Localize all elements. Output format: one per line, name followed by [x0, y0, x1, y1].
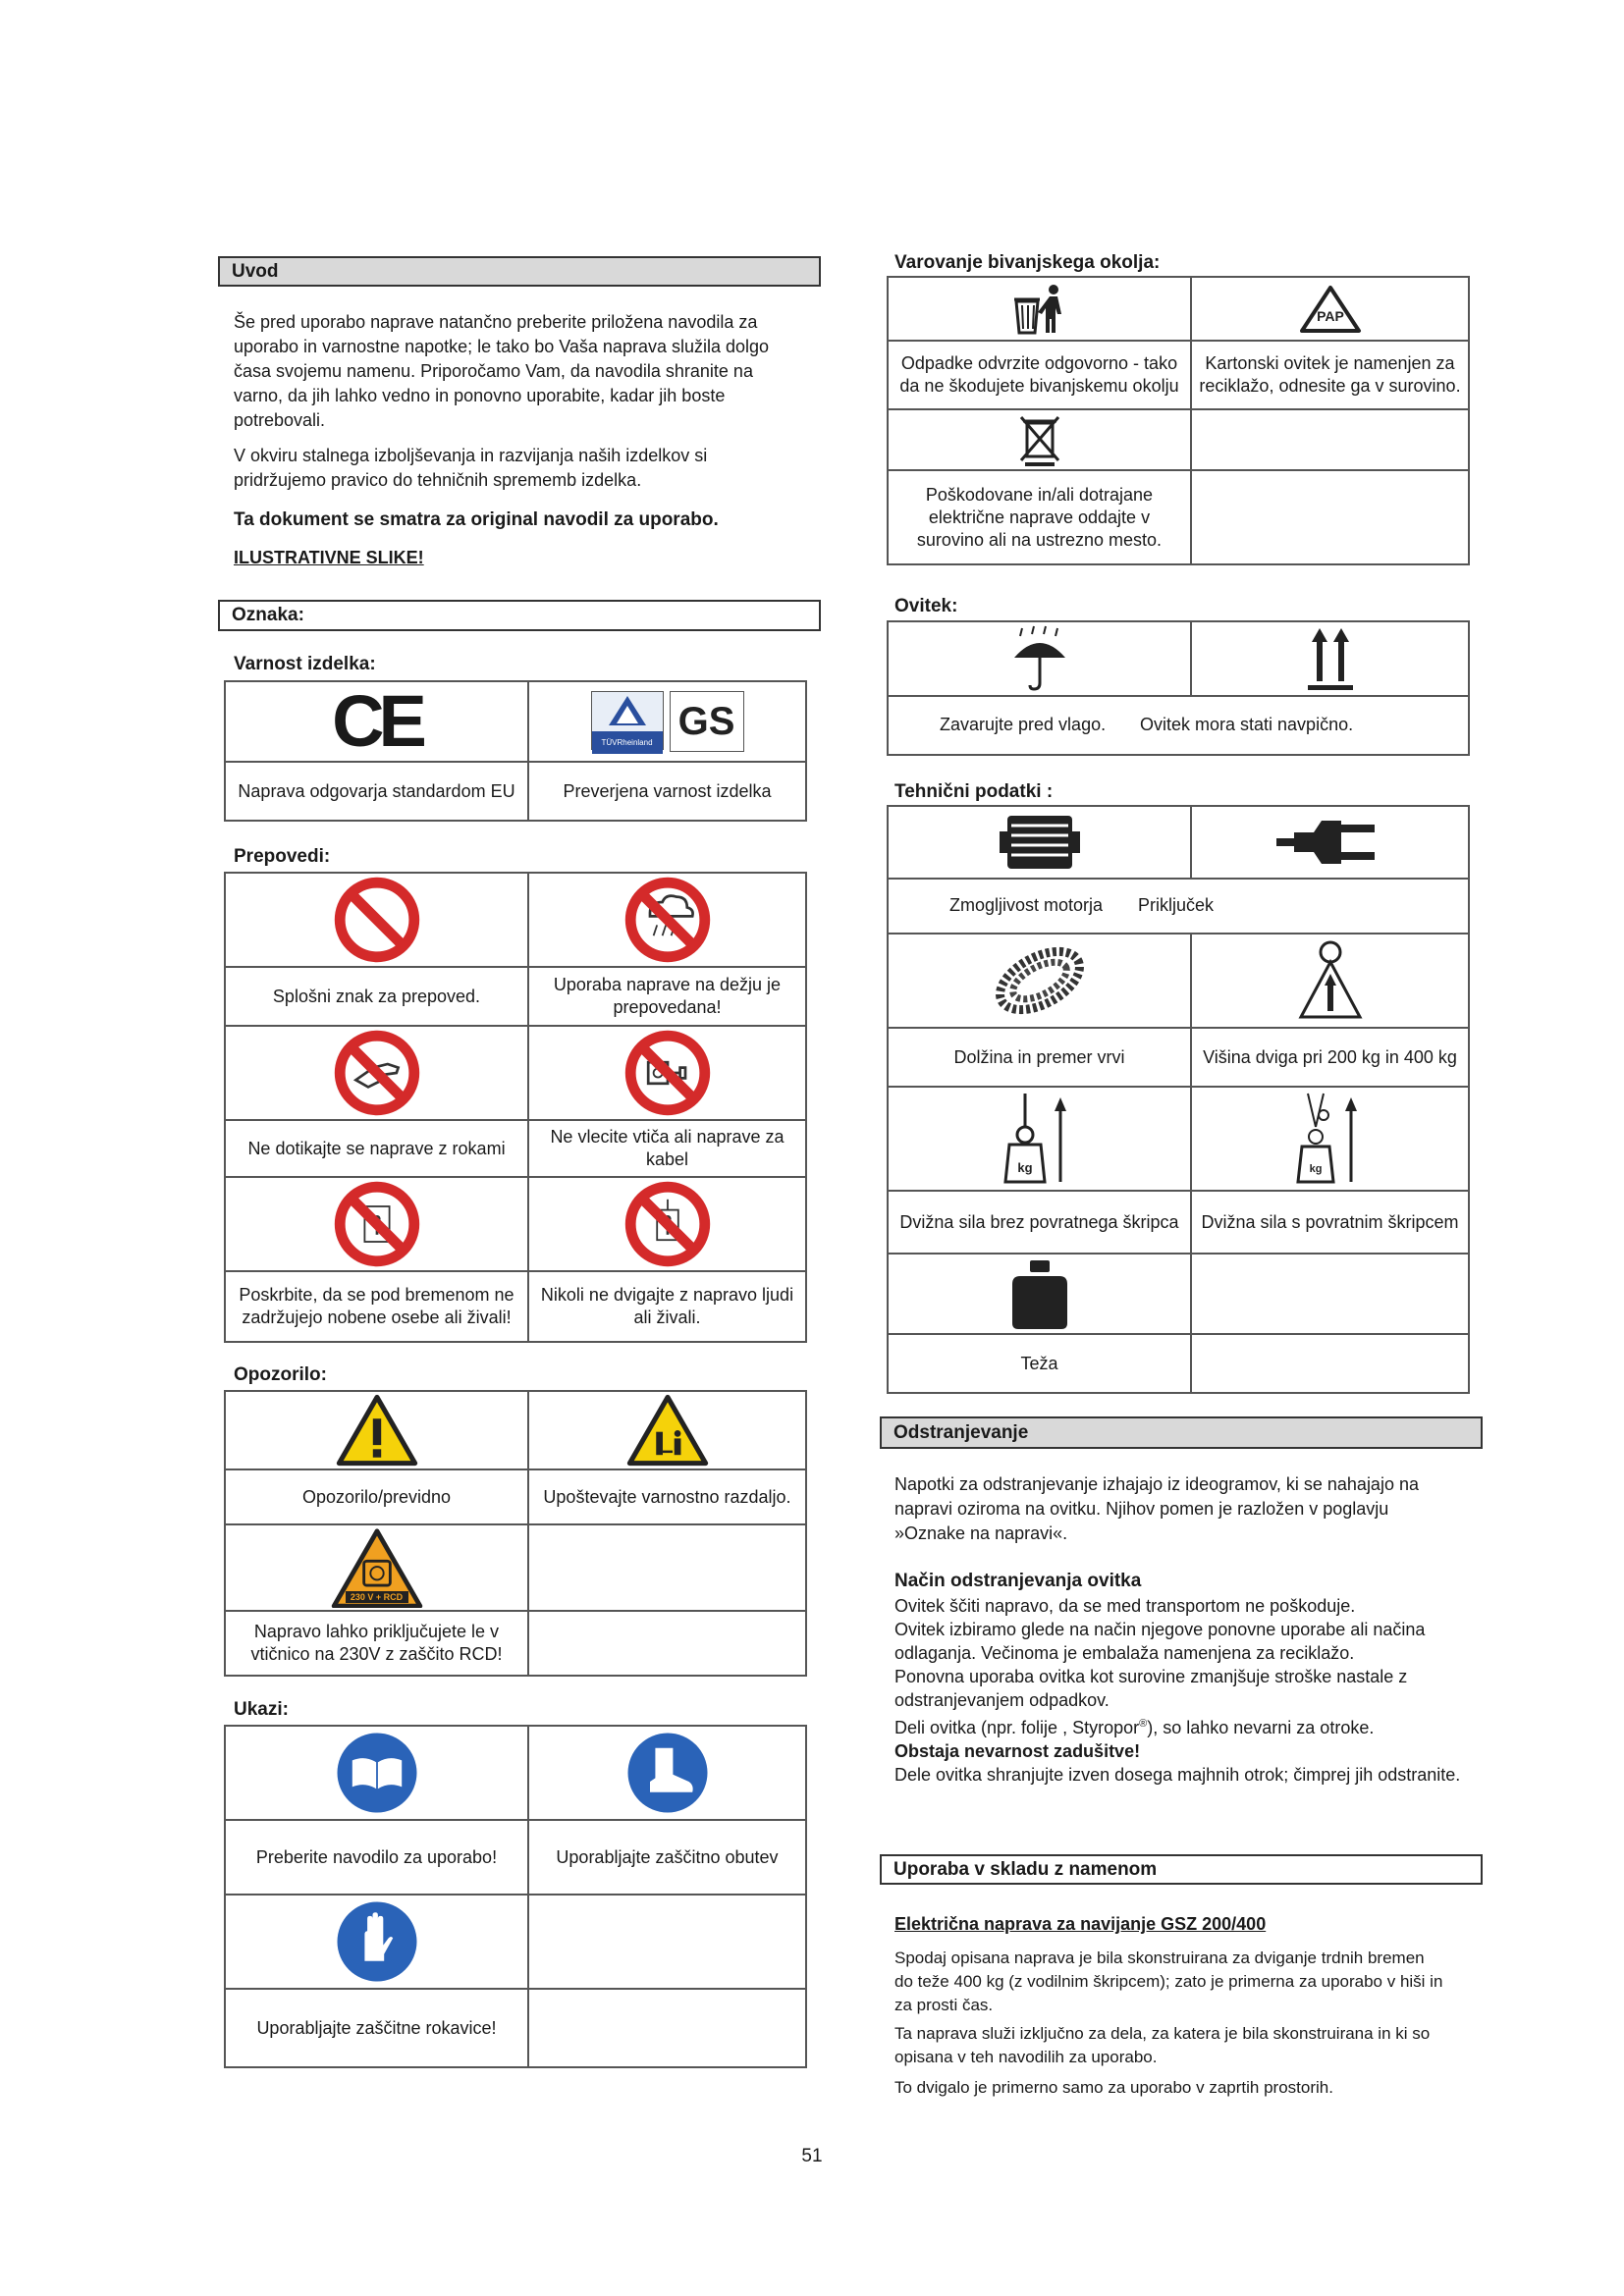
uvod-paragraph-2: V okviru stalnega izboljševanja in razvijanja naših izdelkov si pridržujemo pravico do tehničnih sprememb izdelka. — [234, 446, 708, 490]
weee-bin-icon — [1017, 413, 1062, 466]
lift-force-no-pulley-icon — [996, 1090, 1084, 1188]
disposal-method-text — [894, 1594, 1474, 1787]
lift-force-with-pulley-icon — [1286, 1090, 1375, 1188]
varnost-heading: Varnost izdelka: — [234, 654, 376, 674]
illustrative-note: ILUSTRATIVNE SLIKE! — [234, 548, 424, 567]
odstranjevanje-heading: Odstranjevanje — [880, 1416, 1483, 1449]
tehnicni-table — [887, 805, 1470, 1394]
disposal-line-4: Deli ovitka (npr. folije , Styropor®), so lahko nevarni za otroke. — [894, 1718, 1375, 1737]
warning-caption-2: Upoštevajte varnostno razdaljo. — [528, 1469, 806, 1524]
weight-icon — [1010, 1256, 1069, 1331]
tech-caption-weight: Teža — [888, 1334, 1191, 1393]
mandatory-caption-1: Preberite navodilo za uporabo! — [225, 1820, 528, 1895]
rope-coil-icon — [986, 938, 1094, 1023]
usage-paragraph-1: Spodaj opisana naprava je bila skonstruirana za dviganje trdnih bremen do teže 400 kg (z vodilnim škripcem); zato je primerna za uporabo v hiši in za prosti čas. — [894, 1949, 1443, 2014]
prohibition-caption-5: Poskrbite, da se pod bremenom ne zadržujejo nobene osebe ali živali! — [225, 1271, 528, 1342]
mandatory-caption-3: Uporabljajte zaščitne rokavice! — [225, 1989, 528, 2067]
warning-caption-3: Napravo lahko priključujete le v vtičnico na 230V z zaščito RCD! — [225, 1611, 528, 1676]
environment-caption-3: Poškodovane in/ali dotrajane električne naprave oddajte v surovino ali na ustrezno mesto. — [888, 470, 1191, 564]
safety-gloves-icon — [333, 1897, 421, 1986]
gs-mark-icon: GS — [670, 691, 744, 752]
packaging-caption-1: Zavarujte pred vlago. — [940, 715, 1107, 734]
tech-caption-rope: Dolžina in premer vrvi — [888, 1028, 1191, 1087]
disposal-method-heading: Način odstranjevanja ovitka — [894, 1571, 1142, 1591]
environment-caption-2: Kartonski ovitek je namenjen za reciklažo, odnesite ga v surovino. — [1191, 341, 1469, 409]
uvod-heading: Uvod — [218, 256, 821, 287]
rcd-warning-icon: 230 V + RCD — [330, 1527, 424, 1608]
this-way-up-icon — [1306, 624, 1355, 693]
no-touch-hands-icon — [333, 1029, 421, 1117]
ce-mark-cell — [225, 681, 528, 762]
environment-caption-1: Odpadke odvrzite odgovorno - tako da ne škodujete bivanjskemu okolju — [888, 341, 1191, 409]
motor-power-icon — [996, 810, 1084, 875]
tech-caption-force-1: Dvižna sila brez povratnega škripca — [888, 1191, 1191, 1254]
ukazi-heading: Ukazi: — [234, 1699, 289, 1720]
tuv-mark-icon: TÜVRheinland — [591, 691, 664, 750]
pap-recycling-icon — [1296, 282, 1365, 337]
umbrella-keep-dry-icon — [1008, 624, 1071, 693]
kg-label-1: kg — [1016, 1160, 1033, 1175]
ce-mark-icon: CE — [332, 680, 421, 762]
tech-caption-plug: Priključek — [1138, 895, 1215, 915]
prohibition-caption-6: Nikoli ne dvigajte z napravo ljudi ali živali. — [528, 1271, 806, 1342]
disposal-paragraph: Napotki za odstranjevanje izhajajo iz ideogramov, ki se nahajajo na napravi oziroma na ovitku. Njihov pomen je razložen v poglavju »Oznake na napravi«. — [894, 1474, 1419, 1543]
kg-label-2: kg — [1309, 1163, 1322, 1175]
page-number: 51 — [801, 2146, 823, 2166]
tuv-gs-cell — [528, 681, 806, 762]
disposal-line-2: Ovitek izbiramo glede na način njegove ponovne uporabe ali načina odlaganja. Večinoma je embalaža namenjena za reciklažo. — [894, 1620, 1426, 1663]
prohibition-caption-4: Ne vlecite vtiča ali naprave za kabel — [528, 1120, 806, 1177]
tech-caption-motor: Zmogljivost motorja — [949, 895, 1104, 915]
no-rain-use-icon — [623, 876, 712, 964]
uvod-paragraph-1: Še pred uporabo naprave natančno preberite priložena navodila za uporabo in varnostne napotke; le tako bo Vaša naprava služila dolgo časa svojemu namenu. Priporočamo Vam, da navodila shranite na varno, da jih lahko vedno in ponovno uporabite, kadar jih boste potrebovali. — [234, 312, 770, 430]
warning-icon — [336, 1394, 418, 1467]
prepovedi-table — [224, 872, 807, 1343]
safety-boots-icon — [623, 1729, 712, 1817]
no-pull-cable-icon — [623, 1029, 712, 1117]
tehnicni-heading: Tehnični podatki : — [894, 781, 1054, 802]
tech-caption-force-2: Dvižna sila s povratnim škripcem — [1191, 1191, 1469, 1254]
disposal-line-3: Ponovna uporaba ovitka kot surovine zmanjšuje stroške nastale z odstranjevanjem odpadkov. — [894, 1667, 1408, 1710]
prohibition-caption-3: Ne dotikajte se naprave z rokami — [225, 1120, 528, 1177]
uporaba-heading: Uporaba v skladu z namenom — [880, 1854, 1483, 1885]
opozorilo-table — [224, 1390, 807, 1677]
pap-label: PAP — [1316, 307, 1344, 324]
disposal-line-1: Ovitek ščiti napravo, da se med transportom ne poškoduje. — [894, 1596, 1356, 1616]
ukazi-table — [224, 1725, 807, 2068]
gs-caption: Preverjena varnost izdelka — [528, 762, 806, 821]
read-manual-icon — [333, 1729, 421, 1817]
general-prohibition-icon — [333, 876, 421, 964]
prepovedi-heading: Prepovedi: — [234, 846, 331, 867]
usage-paragraph-3: To dvigalo je primerno samo za uporabo v zaprtih prostorih. — [894, 2078, 1333, 2097]
power-plug-icon — [1276, 813, 1384, 872]
suffocation-warning: Obstaja nevarnost zadušitve! — [894, 1741, 1141, 1761]
ovitek-heading: Ovitek: — [894, 596, 958, 616]
prohibition-caption-2: Uporaba naprave na dežju je prepovedana! — [528, 967, 806, 1026]
lift-height-icon — [1291, 938, 1370, 1023]
uvod-paragraph-3: Ta dokument se smatra za original navodil za uporabo. — [234, 509, 719, 530]
tech-caption-lift-height: Višina dviga pri 200 kg in 400 kg — [1191, 1028, 1469, 1087]
no-persons-under-load-icon — [333, 1180, 421, 1268]
okolje-heading: Varovanje bivanjskega okolja: — [894, 252, 1161, 273]
usage-paragraph-2: Ta naprava služi izključno za dela, za katera je bila skonstruirana in ki so opisana v teh navodilih za uporabo. — [894, 2024, 1431, 2066]
mandatory-caption-2: Uporabljajte zaščitno obutev — [528, 1820, 806, 1895]
no-lifting-people-icon — [623, 1180, 712, 1268]
okolje-table — [887, 276, 1470, 565]
opozorilo-heading: Opozorilo: — [234, 1364, 327, 1385]
warning-caption-1: Opozorilo/previdno — [225, 1469, 528, 1524]
disposal-line-6: Dele ovitka shranjujte izven dosega majhnih otrok; čimprej jih odstranite. — [894, 1765, 1461, 1785]
packaging-caption-2: Ovitek mora stati navpično. — [1140, 715, 1354, 734]
oznaka-heading: Oznaka: — [218, 600, 821, 631]
prohibition-caption-1: Splošni znak za prepoved. — [225, 967, 528, 1026]
ce-caption: Naprava odgovarja standardom EU — [225, 762, 528, 821]
safety-distance-icon — [626, 1394, 709, 1467]
varnost-table — [224, 680, 807, 822]
dispose-responsibly-icon — [1010, 282, 1069, 337]
ovitek-table — [887, 620, 1470, 756]
device-title: Električna naprava za navijanje GSZ 200/400 — [894, 1914, 1267, 1934]
